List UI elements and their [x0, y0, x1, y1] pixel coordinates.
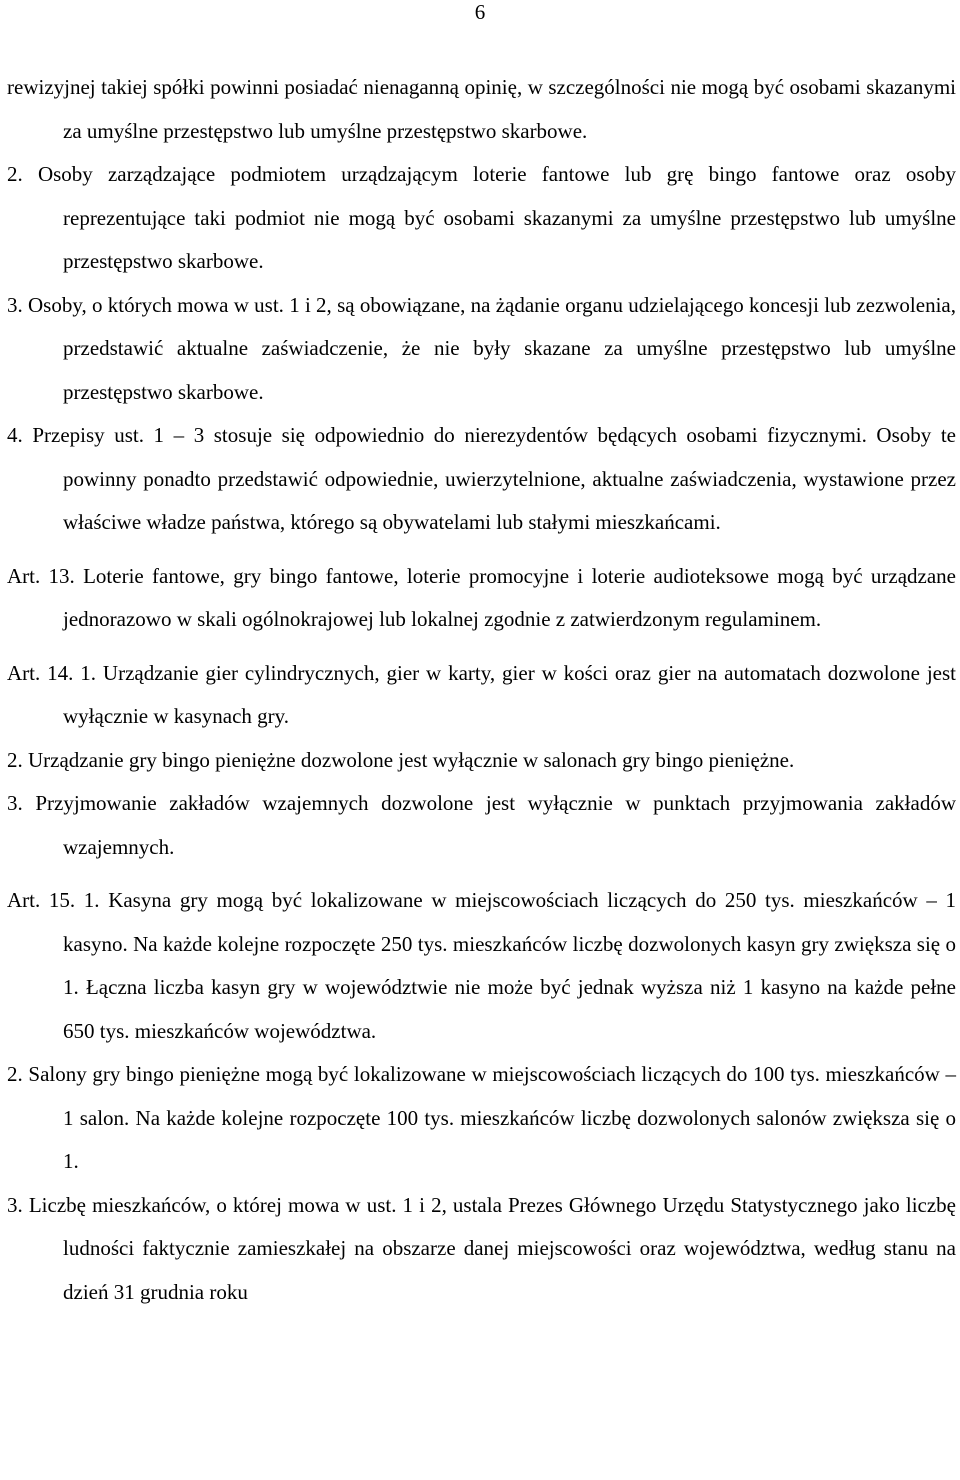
page-number: 6 — [474, 0, 486, 24]
article-13: Art. 13. Loterie fantowe, gry bingo fantowe, loterie promocyjne i loterie audioteksowe mogą być urządzane jednorazowo w skali ogólnokrajowej lub lokalnej zgodnie z zatwierdzonym regulaminem. — [7, 563, 956, 631]
article-15: Art. 15. 1. Kasyna gry mogą być lokalizowane w miejscowościach liczących do 250 tys. mieszkańców – 1 kasyno. Na każde kolejne rozpoczęte 250 tys. mieszkańców liczbę dozwolonych kasyn gry zwiększa się o 1. Łączna liczba kasyn gry w województwie nie może być jednak wyższa niż 1 kasyno na każde pełne 650 tys. mieszkańców województwa. — [7, 888, 956, 1043]
paragraph: rewizyjnej takiej spółki powinni posiadać nienaganną opinię, w szczególności nie mogą być osobami skazanymi za umyślne przestępstwo lub umyślne przestępstwo skarbowe. — [7, 75, 956, 143]
paragraph: 2. Osoby zarządzające podmiotem urządzającym loterie fantowe lub grę bingo fantowe oraz osoby reprezentujące taki podmiot nie mogą być osobami skazanymi za umyślne przestępstwo lub umyślne przestępstwo skarbowe. — [7, 162, 956, 273]
paragraph: 3. Liczbę mieszkańców, o której mowa w ust. 1 i 2, ustala Prezes Głównego Urzędu Statystycznego jako liczbę ludności faktycznie zamieszkałej na obszarze danej miejscowości oraz województwa, według stanu na dzień 31 grudnia roku — [7, 1192, 956, 1304]
document-body — [7, 66, 956, 1314]
paragraph: 2. Salony gry bingo pieniężne mogą być lokalizowane w miejscowościach liczących do 100 tys. mieszkańców – 1 salon. Na każde kolejne rozpoczęte 100 tys. mieszkańców liczbę dozwolonych salonów zwiększa się o 1. — [7, 1062, 956, 1173]
article-14: Art. 14. 1. Urządzanie gier cylindrycznych, gier w karty, gier w kości oraz gier na automatach dozwolone jest wyłącznie w kasynach gry. — [7, 660, 956, 728]
paragraph: 4. Przepisy ust. 1 – 3 stosuje się odpowiednio do nierezydentów będących osobami fizycznymi. Osoby te powinny ponadto przedstawić odpowiednie, uwierzytelnione, aktualne zaświadczenia, wystawione przez właściwe władze państwa, którego są obywatelami lub stałymi mieszkańcami. — [7, 423, 956, 534]
paragraph: 2. Urządzanie gry bingo pieniężne dozwolone jest wyłącznie w salonach gry bingo pieniężne. — [7, 747, 795, 772]
paragraph: 3. Przyjmowanie zakładów wzajemnych dozwolone jest wyłącznie w punktach przyjmowania zakładów wzajemnych. — [7, 791, 956, 859]
paragraph: 3. Osoby, o których mowa w ust. 1 i 2, są obowiązane, na żądanie organu udzielającego koncesji lub zezwolenia, przedstawić aktualne zaświadczenie, że nie były skazane za umyślne przestępstwo lub umyślne przestępstwo skarbowe. — [7, 292, 956, 404]
